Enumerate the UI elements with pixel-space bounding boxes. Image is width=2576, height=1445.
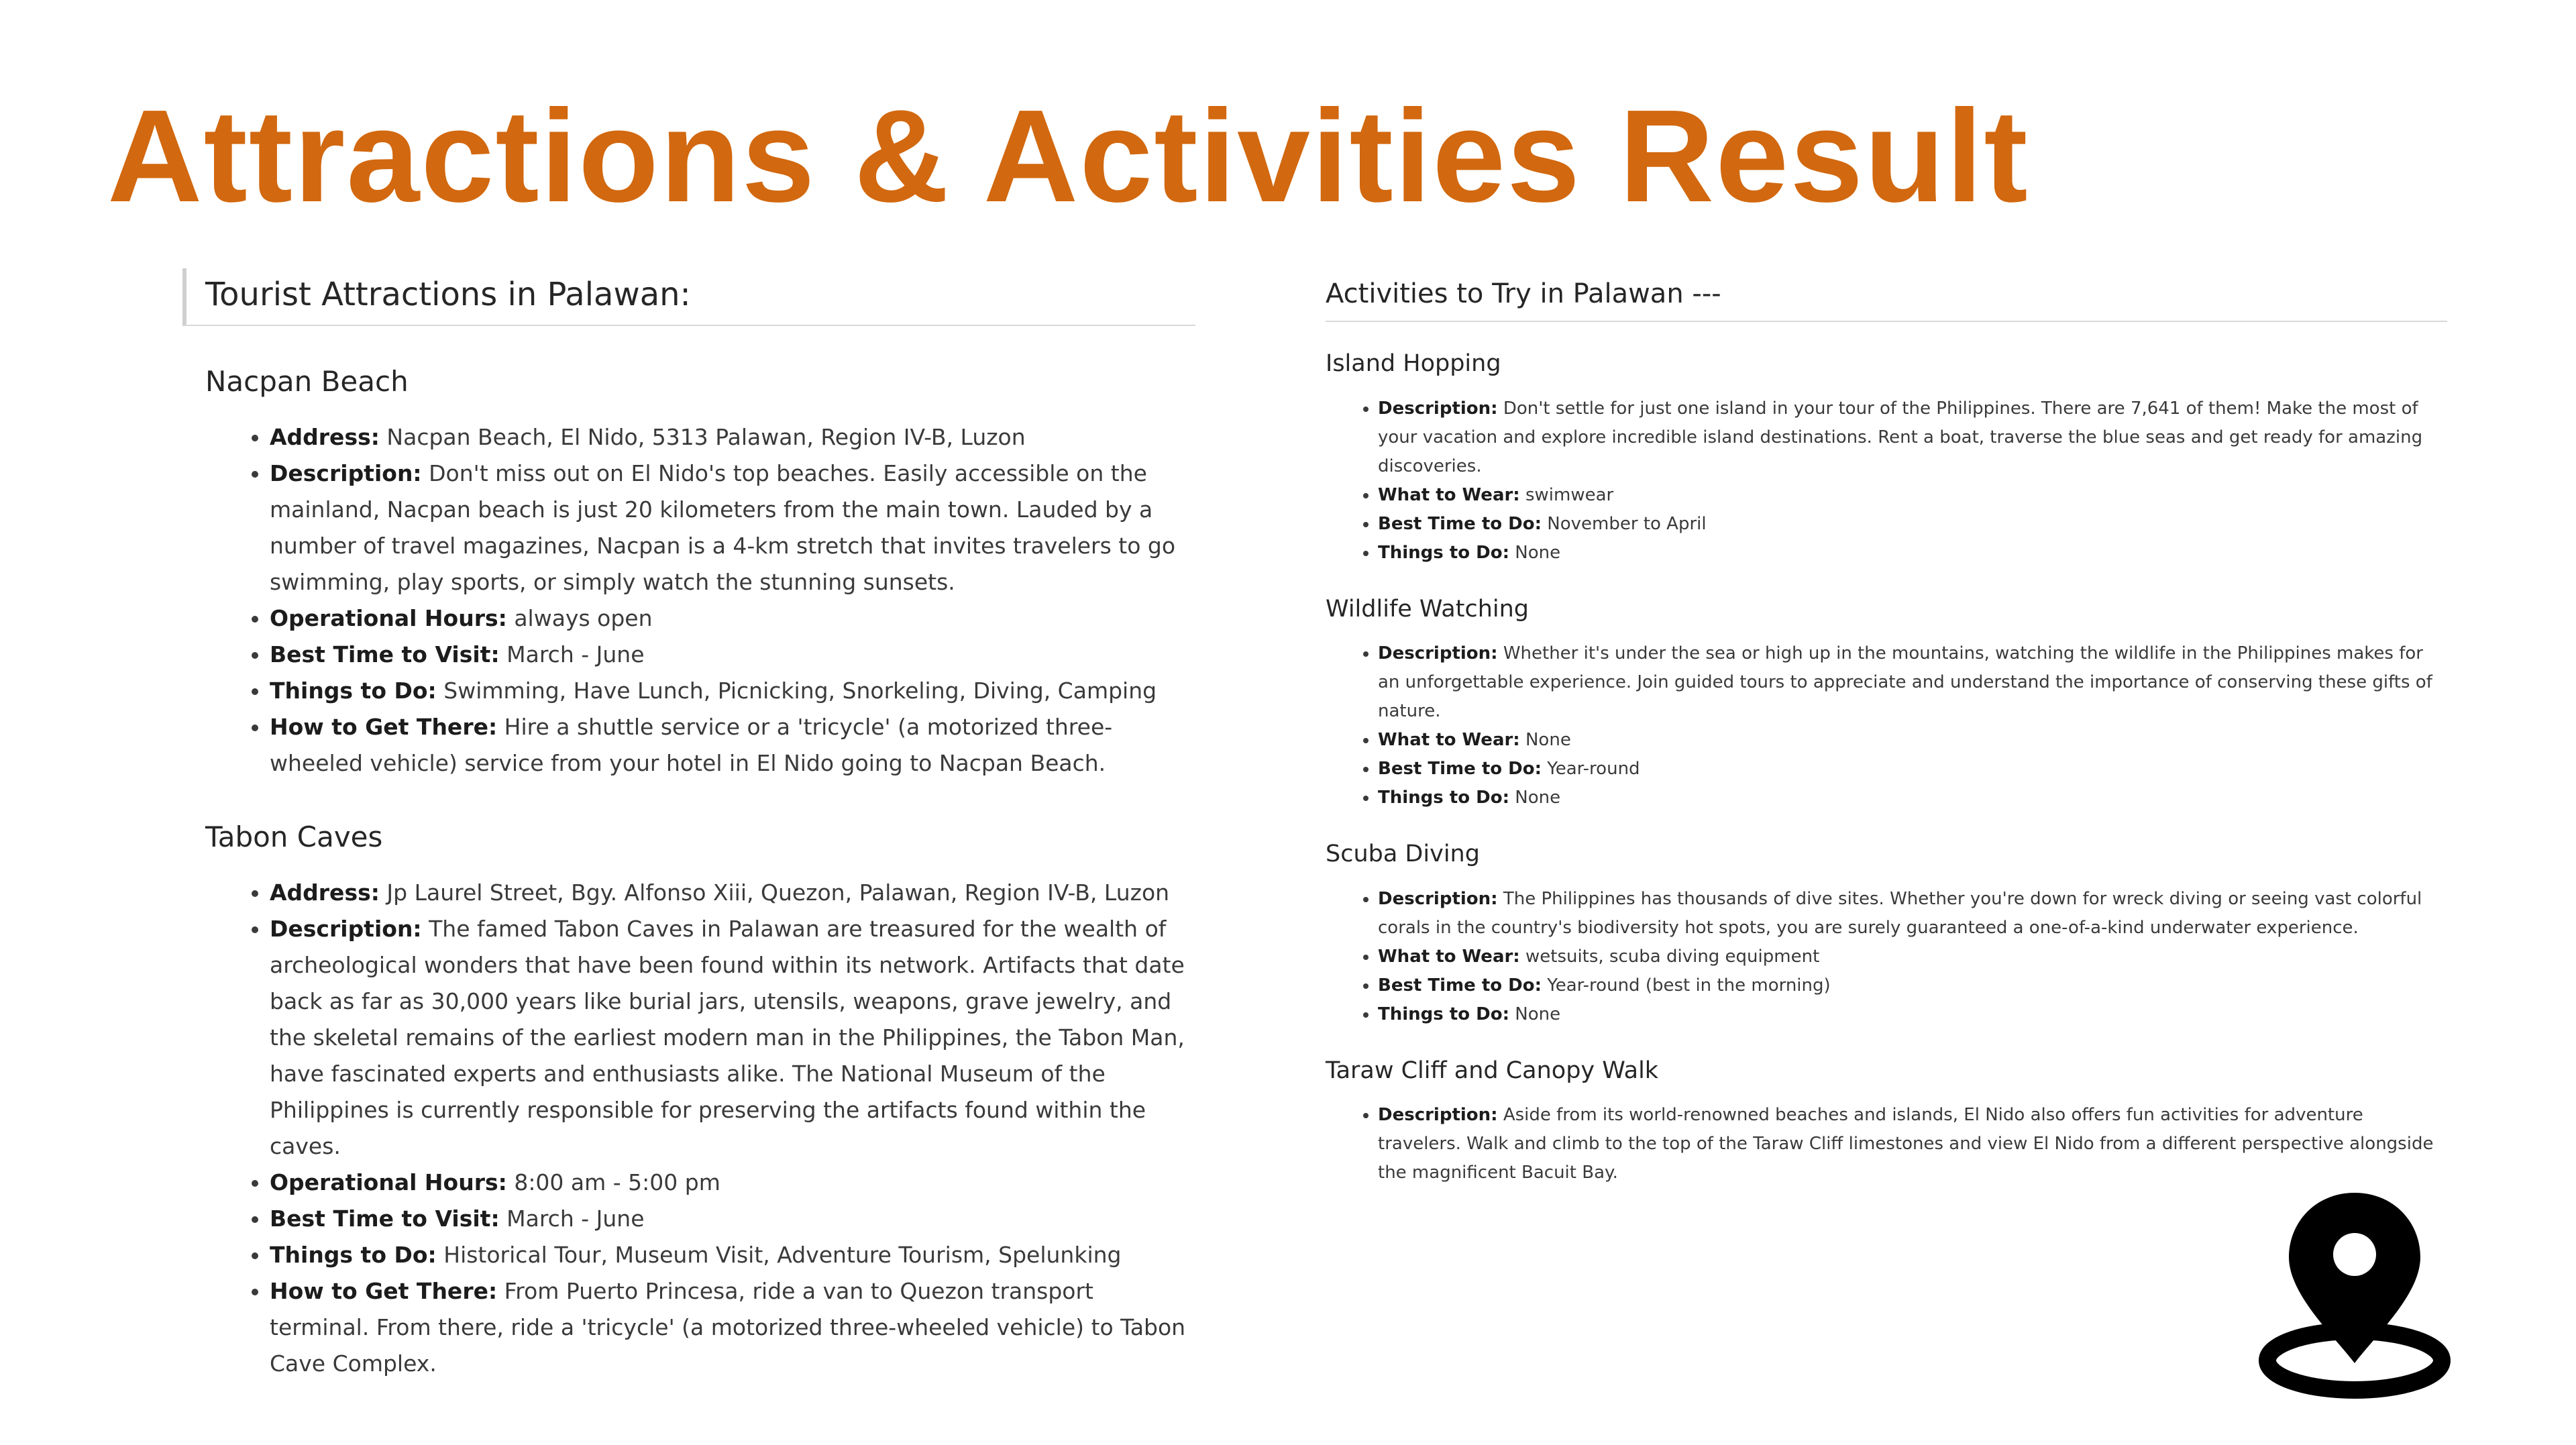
attraction-nacpan-beach <box>182 364 1195 782</box>
field-value: Historical Tour, Museum Visit, Adventure Tourism, Spelunking <box>436 1241 1122 1268</box>
field-value: March - June <box>499 1205 645 1232</box>
field-value: Nacpan Beach, El Nido, 5313 Palawan, Region IV-B, Luzon <box>379 423 1026 450</box>
field-label: Best Time to Visit: <box>270 641 500 667</box>
how-to-get-there-item <box>270 1273 1195 1382</box>
map-pin-location-icon <box>2254 1187 2455 1402</box>
tourist-attractions-panel[interactable] <box>182 268 1195 1377</box>
field-value: None <box>1509 788 1561 808</box>
field-label: Operational Hours: <box>270 1169 507 1195</box>
description-item <box>1378 639 2447 726</box>
description-item <box>1378 885 2447 943</box>
activity-details-list <box>1326 1101 2447 1187</box>
field-label: Best Time to Do: <box>1378 513 1542 534</box>
activity-scuba-diving <box>1326 839 2447 1029</box>
slide-title: Attractions & Activities Result <box>107 83 2029 229</box>
field-value: None <box>1519 730 1571 750</box>
field-label: What to Wear: <box>1378 730 1520 750</box>
operational-hours-item <box>270 600 1195 637</box>
address-item <box>270 419 1195 456</box>
field-label: Description: <box>270 460 422 486</box>
field-value: wetsuits, scuba diving equipment <box>1519 946 1820 967</box>
field-value: The Philippines has thousands of dive sites. Whether you're down for wreck diving or seeing vast colorful corals in the country's biodiversity hot spots, you are surely guaranteed a one-of-a-kind underwater experience. <box>1378 888 2422 938</box>
description-item <box>1378 394 2447 481</box>
field-value: Jp Laurel Street, Bgy. Alfonso Xiii, Quezon, Palawan, Region IV-B, Luzon <box>379 879 1170 906</box>
activities-heading: Activities to Try in Palawan --- <box>1326 276 2447 322</box>
activity-name: Scuba Diving <box>1326 841 1480 867</box>
activity-details-list <box>1326 885 2447 1029</box>
field-label: Address: <box>270 423 380 450</box>
field-label: Things to Do: <box>1378 1004 1509 1024</box>
attraction-details-list <box>205 875 1195 1382</box>
activity-name: Wildlife Watching <box>1326 595 1529 623</box>
field-value: 8:00 am - 5:00 pm <box>506 1169 720 1195</box>
field-value: Year-round <box>1542 759 1640 779</box>
activity-details-list <box>1326 394 2447 568</box>
things-to-do-item <box>270 673 1195 709</box>
activity-name: Taraw Cliff and Canopy Walk <box>1326 1057 1659 1084</box>
field-label: Description: <box>1378 888 1498 909</box>
field-value: The famed Tabon Caves in Palawan are treasured for the wealth of archeological wonders that have been found within its network. Artifacts that date back as far as 30,000 years like burial jars, utensils, weapons, grave jewelry, and the skeletal remains of the earliest modern man in the Philippines, the Tabon Man, have fascinated experts and enthusiasts alike. The National Museum of the Philippines is currently responsible for preserving the artifacts found within the caves. <box>270 915 1185 1159</box>
field-label: Things to Do: <box>1378 542 1509 563</box>
best-time-item <box>270 637 1195 673</box>
field-value: swimwear <box>1519 484 1614 505</box>
field-label: Things to Do: <box>270 1241 437 1268</box>
field-label: How to Get There: <box>270 713 498 740</box>
operational-hours-item <box>270 1165 1195 1201</box>
field-label: How to Get There: <box>270 1277 498 1304</box>
field-value: Whether it's under the sea or high up in the mountains, watching the wildlife in the Philippines makes for an unforgettable experience. Join guided tours to appreciate and understand the importance of conserving these gifts of nature. <box>1378 643 2432 721</box>
tourist-attractions-heading: Tourist Attractions in Palawan: <box>182 268 1195 326</box>
field-label: What to Wear: <box>1378 946 1520 967</box>
description-item <box>1378 1101 2447 1187</box>
best-time-item <box>1378 971 2447 1000</box>
field-label: Description: <box>1378 398 1498 419</box>
field-value: Year-round (best in the morning) <box>1542 975 1831 996</box>
what-to-wear-item <box>1378 481 2447 510</box>
field-label: Things to Do: <box>1378 788 1509 808</box>
field-label: What to Wear: <box>1378 484 1520 505</box>
how-to-get-there-item <box>270 709 1195 782</box>
attraction-tabon-caves <box>182 819 1195 1382</box>
field-label: Best Time to Do: <box>1378 759 1542 779</box>
best-time-item <box>1378 755 2447 784</box>
field-label: Best Time to Do: <box>1378 975 1542 996</box>
attraction-name: Tabon Caves <box>205 820 383 853</box>
field-label: Operational Hours: <box>270 604 507 631</box>
field-label: Things to Do: <box>270 677 437 704</box>
field-value: None <box>1509 542 1561 563</box>
activity-island-hopping <box>1326 349 2447 568</box>
address-item <box>270 875 1195 911</box>
activity-details-list <box>1326 639 2447 812</box>
field-value: November to April <box>1542 513 1707 534</box>
what-to-wear-item <box>1378 943 2447 971</box>
field-label: Description: <box>270 915 422 942</box>
field-value: Don't settle for just one island in your tour of the Philippines. There are 7,641 of them! Make the most of your vacation and explore incredible island destinations. Rent a boat, traverse the blue seas and get ready for amazing discoveries. <box>1378 398 2423 476</box>
field-value: always open <box>506 604 653 631</box>
field-value: Swimming, Have Lunch, Picnicking, Snorkeling, Diving, Camping <box>436 677 1157 704</box>
activity-name: Island Hopping <box>1326 350 1501 377</box>
field-value: Hire a shuttle service or a 'tricycle' (a motorized three-wheeled vehicle) service from your hotel in El Nido going to Nacpan Beach. <box>270 713 1113 776</box>
best-time-item <box>1378 510 2447 539</box>
field-label: Best Time to Visit: <box>270 1205 500 1232</box>
activities-panel[interactable] <box>1326 276 2447 1183</box>
field-label: Address: <box>270 879 380 906</box>
field-value: March - June <box>499 641 645 667</box>
field-label: Description: <box>1378 643 1498 663</box>
field-value: From Puerto Princesa, ride a van to Quezon transport terminal. From there, ride a 'tricycle' (a motorized three-wheeled vehicle) to Tabon Cave Complex. <box>270 1277 1186 1377</box>
activity-wildlife-watching <box>1326 594 2447 813</box>
field-value: Aside from its world-renowned beaches and islands, El Nido also offers fun activities for adventure travelers. Walk and climb to the top of the Taraw Cliff limestones and view El Nido from a different perspective alongside the magnificent Bacuit Bay. <box>1378 1105 2434 1183</box>
activity-taraw-cliff-canopy-walk <box>1326 1056 2447 1188</box>
attraction-details-list <box>205 419 1195 782</box>
things-to-do-item <box>1378 539 2447 568</box>
things-to-do-item <box>1378 1000 2447 1029</box>
description-item <box>270 911 1195 1165</box>
things-to-do-item <box>1378 784 2447 812</box>
field-value: None <box>1509 1004 1561 1024</box>
field-value: Don't miss out on El Nido's top beaches. Easily accessible on the mainland, Nacpan beach is just 20 kilometers from the main town. Lauded by a number of travel magazines, Nacpan is a 4-km stretch that invites travelers to go swimming, play sports, or simply watch the stunning sunsets. <box>270 460 1176 595</box>
best-time-item <box>270 1201 1195 1237</box>
attraction-name: Nacpan Beach <box>205 365 409 398</box>
things-to-do-item <box>270 1237 1195 1273</box>
description-item <box>270 456 1195 600</box>
field-label: Description: <box>1378 1105 1498 1125</box>
what-to-wear-item <box>1378 726 2447 755</box>
